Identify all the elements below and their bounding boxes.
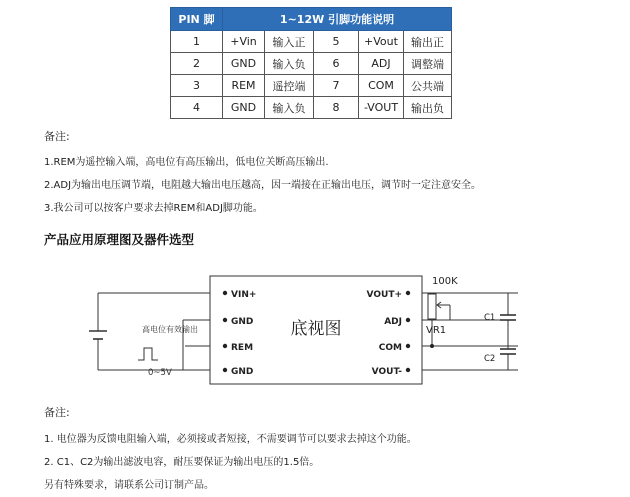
pot-value: 100K (432, 276, 458, 287)
pin-number: 4 (171, 97, 223, 119)
notes-title: 备注: (44, 130, 70, 143)
pin-name: -VOUT (359, 97, 404, 119)
pin-label-com: COM (378, 343, 402, 353)
pin-name: +Vin (223, 31, 265, 53)
pin-function: 调整端 (404, 53, 452, 75)
note-item: 2. C1、C2为输出滤波电容，耐压要保证为输出电压的1.5倍。 (44, 457, 320, 468)
pin-name: REM (223, 75, 265, 97)
pin-function: 输入负 (265, 97, 314, 119)
table-row (171, 53, 452, 75)
note-item: 另有特殊要求，请联系公司订制产品。 (44, 480, 214, 491)
note-item: 1.REM为遥控输入端，高电位有高压输出，低电位关断高压输出. (44, 157, 329, 168)
pin-name: GND (223, 53, 265, 75)
pin-label-vout-plus: VOUT+ (366, 290, 402, 300)
pot-name: VR1 (426, 325, 447, 336)
pin-label-vout-minus: VOUT- (371, 367, 402, 377)
pin-function: 输入正 (265, 31, 314, 53)
pin-name: COM (359, 75, 404, 97)
signal-range: 0~5V (148, 368, 172, 378)
cap2-label: C2 (484, 354, 496, 364)
section-title: 产品应用原理图及器件选型 (44, 232, 195, 247)
signal-label: 高电位有效输出 (142, 325, 198, 334)
pin-function: 遥控端 (265, 75, 314, 97)
pin-label-gnd: GND (231, 317, 254, 327)
pin-number: 8 (314, 97, 359, 119)
pin-number: 3 (171, 75, 223, 97)
table-row (171, 31, 452, 53)
pin-function: 输入负 (265, 53, 314, 75)
table-header-row (171, 8, 452, 31)
cap1-label: C1 (484, 313, 496, 323)
pin-label-gnd: GND (231, 367, 254, 377)
pin-function-table (170, 7, 452, 119)
pin-function: 公共端 (404, 75, 452, 97)
pin-number: 7 (314, 75, 359, 97)
pin-name: +Vout (359, 31, 404, 53)
pin-label-vin-plus: VIN+ (231, 290, 257, 300)
note-item: 2.ADJ为输出电压调节端，电阻越大输出电压越高，因一端接在正输出电压，调节时一定注意安全。 (44, 180, 482, 191)
pin-function: 输出负 (404, 97, 452, 119)
note-item: 3.我公司可以按客户要求去掉REM和ADJ脚功能。 (44, 203, 263, 214)
header-pin: PIN 脚 (171, 8, 223, 31)
pin-label-rem: REM (231, 343, 254, 353)
application-circuit-diagram (0, 258, 630, 393)
pin-name: ADJ (359, 53, 404, 75)
pin-function: 输出正 (404, 31, 452, 53)
pin-number: 1 (171, 31, 223, 53)
pin-number: 5 (314, 31, 359, 53)
module-label: 底视图 (290, 319, 342, 339)
notes-title: 备注: (44, 406, 70, 419)
pin-number: 6 (314, 53, 359, 75)
pin-number: 2 (171, 53, 223, 75)
table-row (171, 97, 452, 119)
table-row (171, 75, 452, 97)
pin-name: GND (223, 97, 265, 119)
pin-label-adj: ADJ (384, 317, 402, 327)
note-item: 1. 电位器为反馈电阻输入端，必须接或者短接，不需要调节可以要求去掉这个功能。 (44, 434, 417, 445)
header-title: 1~12W 引脚功能说明 (223, 8, 452, 31)
